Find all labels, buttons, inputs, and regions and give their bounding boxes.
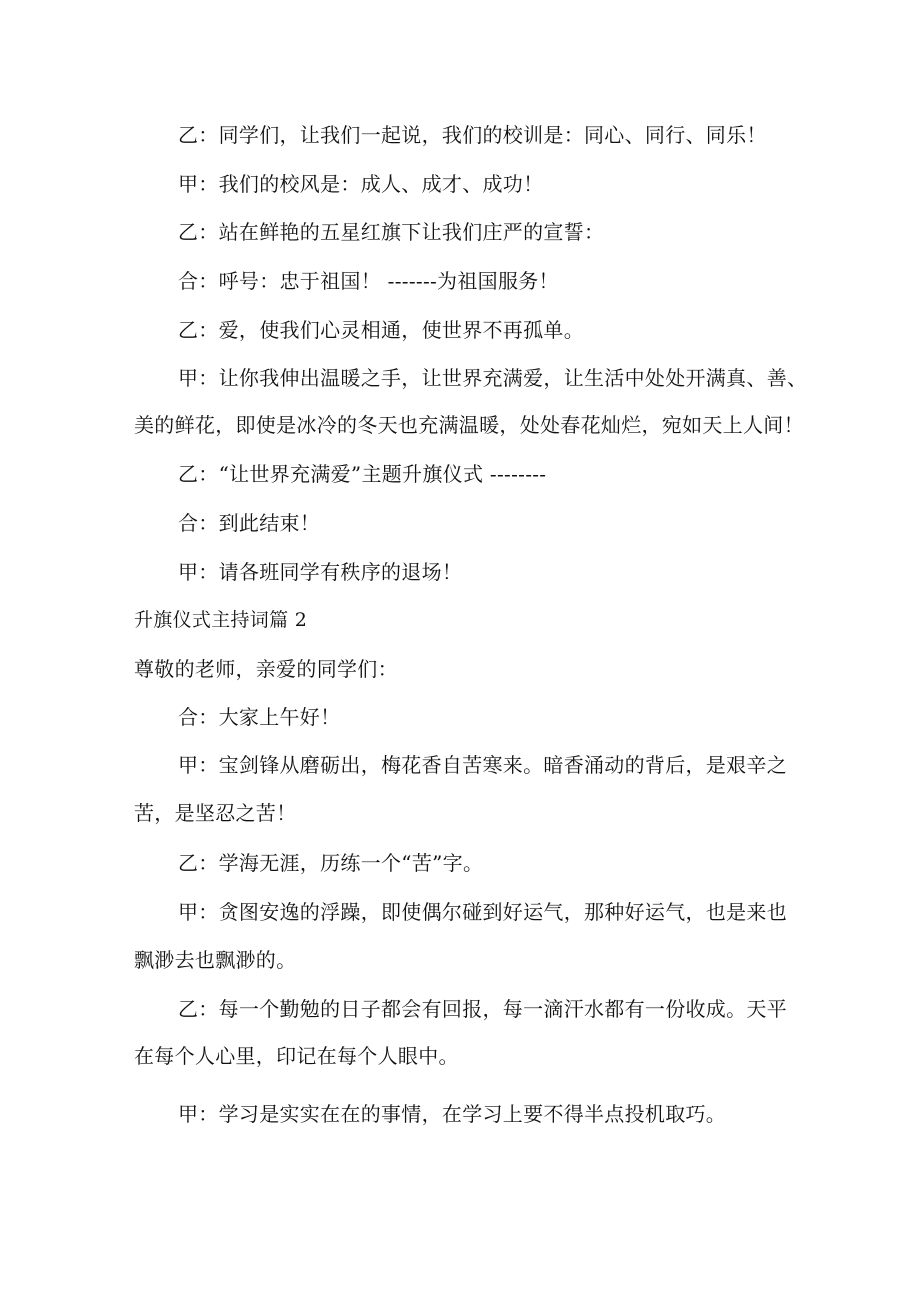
paragraph-line: 甲：宝剑锋从磨砺出，梅花香自苦寒来。暗香涌动的背后，是艰辛之 [178, 753, 787, 777]
paragraph-line: 乙：每一个勤勉的日子都会有回报，每一滴汗水都有一份收成。天平 [178, 997, 787, 1021]
paragraph-line: 合：大家上午好！ [178, 705, 341, 729]
paragraph-line: 乙：学海无涯，历练一个“苦”字。 [178, 851, 484, 875]
paragraph-line: 乙：“让世界充满爱”主题升旗仪式 -------- [178, 462, 547, 486]
paragraph-line: 乙：同学们，让我们一起说，我们的校训是：同心、同行、同乐！ [178, 123, 767, 147]
paragraph-line: 甲：让你我伸出温暖之手，让世界充满爱，让生活中处处开满真、善、 [178, 366, 808, 390]
paragraph-line: 乙：爱，使我们心灵相通，使世界不再孤单。 [178, 318, 584, 342]
paragraph-line: 飘渺去也飘渺的。 [134, 948, 297, 972]
paragraph-line: 合：到此结束！ [178, 511, 321, 535]
paragraph-line: 合：呼号：忠于祖国！ -------为祖国服务！ [178, 269, 559, 293]
paragraph-line: 甲：贪图安逸的浮躁，即使偶尔碰到好运气，那种好运气，也是来也 [178, 900, 787, 924]
section-heading: 升旗仪式主持词篇 2 [134, 609, 308, 631]
paragraph-line: 苦，是坚忍之苦！ [134, 801, 297, 825]
paragraph-line: 甲：我们的校风是：成人、成才、成功！ [178, 172, 544, 196]
paragraph-line: 甲：学习是实实在在的事情，在学习上要不得半点投机取巧。 [178, 1102, 727, 1126]
paragraph-line: 甲：请各班同学有秩序的退场！ [178, 560, 463, 584]
paragraph-line: 美的鲜花，即使是冰冷的冬天也充满温暖，处处春花灿烂，宛如天上人间！ [134, 413, 804, 437]
salutation-line: 尊敬的老师，亲爱的同学们： [134, 657, 398, 681]
paragraph-line: 乙：站在鲜艳的五星红旗下让我们庄严的宣誓： [178, 220, 605, 244]
paragraph-line: 在每个人心里，印记在每个人眼中。 [134, 1044, 459, 1068]
